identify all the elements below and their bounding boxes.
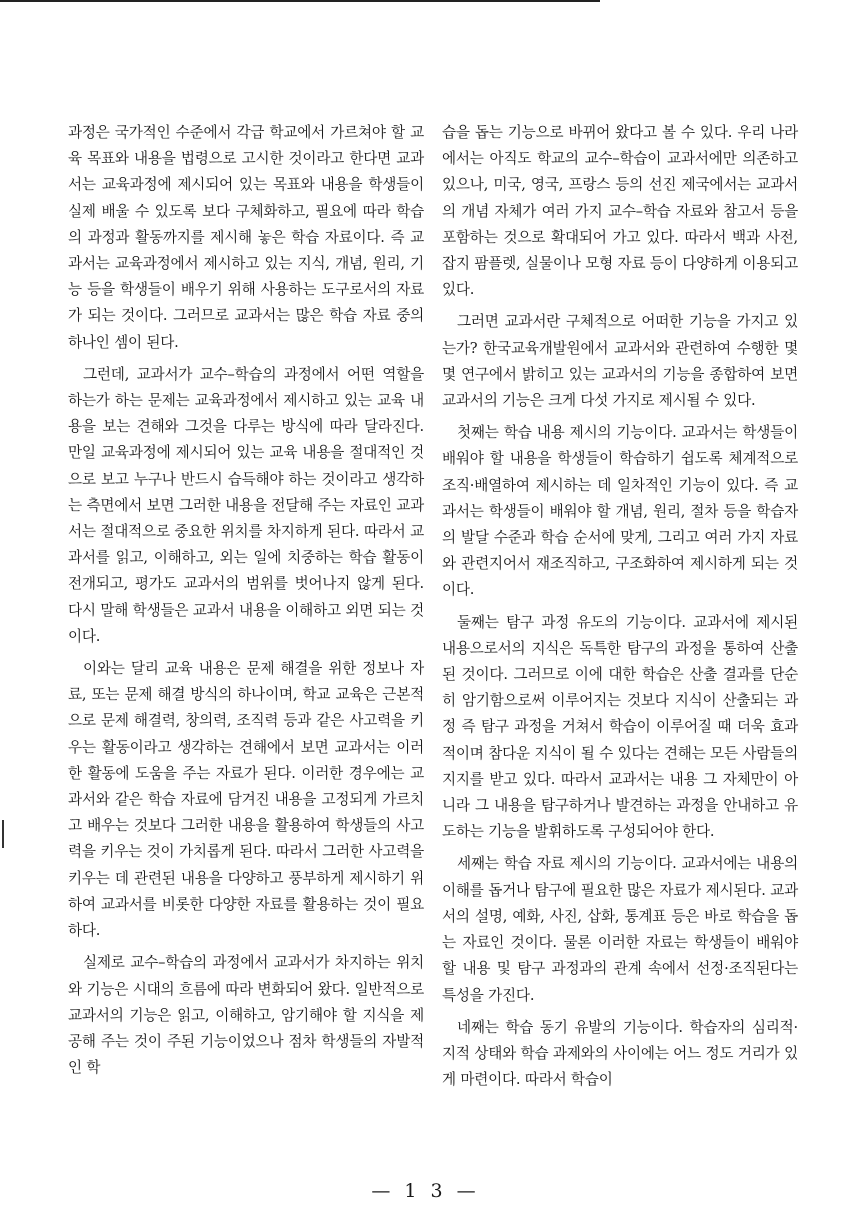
page-number: — 1 3 — [371,1180,480,1202]
right-paragraph-3: 첫째는 학습 내용 제시의 기능이다. 교과서는 학생들이 배워야 할 내용을 학생들이 학습하기 쉽도록 체계적으로 조직·배열하여 제시하는 데 일차적인 기능이 있다. 즉 교과서는 학생들이 배워야 할 개념, 원리, 절차 등을 학습자의 발달 수준과 학습 순서에 맞게, 그리고 여러 가지 자료와 관련지어서 재조직하고, 구조화하여 제시하게 되는 것이다. [442,424,798,599]
right-paragraph-2: 그러면 교과서란 구체적으로 어떠한 기능을 가지고 있는가? 한국교육개발원에서 교과서와 관련하여 수행한 몇몇 연구에서 밝히고 있는 교과서의 기능을 종합하여 보면 교과서의 기능은 크게 다섯 가지로 제시될 수 있다. [442,313,798,410]
margin-mark [2,820,4,848]
left-paragraph-2: 그런데, 교과서가 교수–학습의 과정에서 어떤 역할을 하는가 하는 문제는 교육과정에서 제시하고 있는 교육 내용을 보는 견해와 그것을 다루는 방식에 따라 달라진다. 만일 교육과정에 제시되어 있는 교육 내용을 절대적인 것으로 보고 누구나 반드시 습득해야 하는 것이라고 생각하는 측면에서 보면 그러한 내용을 전달해 주는 자료인 교과서는 절대적으로 중요한 위치를 차지하게 된다. 따라서 교과서를 읽고, 이해하고, 외는 일에 치중하는 학습 활동이 전개되고, 평가도 교과서의 범위를 벗어나지 않게 된다. 다시 말해 학생들은 교과서 내용을 이해하고 외면 되는 것이다. [68,365,424,645]
left-paragraph-4: 실제로 교수–학습의 과정에서 교과서가 차지하는 위치와 기능은 시대의 흐름에 따라 변화되어 왔다. 일반적으로 교과서의 기능은 읽고, 이해하고, 암기해야 할 지식을 제공해 주는 것이 주된 기능이었으나 점차 학생들의 자발적인 학 [68,954,424,1077]
right-paragraph-4: 둘째는 탐구 과정 유도의 기능이다. 교과서에 제시된 내용으로서의 지식은 독특한 탐구의 과정을 통하여 산출된 것이다. 그러므로 이에 대한 학습은 산출 결과를 단순히 암기함으로써 이루어지는 것보다 지식이 산출되는 과정 즉 탐구 과정을 거쳐서 학습이 이루어질 때 더욱 효과적이며 참다운 지식이 될 수 있다는 견해는 모든 사람들의 지지를 받고 있다. 따라서 교과서는 내용 그 자체만이 아니라 그 내용을 탐구하거나 발견하는 과정을 안내하고 유도하는 기능을 발휘하도록 구성되어야 한다. [442,613,798,841]
left-paragraph-1: 과정은 국가적인 수준에서 각급 학교에서 가르쳐야 할 교육 목표와 내용을 법령으로 고시한 것이라고 한다면 교과서는 교육과정에 제시되어 있는 목표와 내용을 학생들이 실제 배울 수 있도록 보다 구체화하고, 필요에 따라 학습의 과정과 활동까지를 제시해 놓은 학습 자료이다. 즉 교과서는 교육과정에서 제시하고 있는 지식, 개념, 원리, 기능 등을 학생들이 배우기 위해 사용하는 도구로서의 자료가 되는 것이다. 그러므로 교과서는 많은 학습 자료 중의 하나인 셈이 된다. [68,124,424,351]
left-paragraph-3: 이와는 달리 교육 내용은 문제 해결을 위한 정보나 자료, 또는 문제 해결 방식의 하나이며, 학교 교육은 근본적으로 문제 해결력, 창의력, 조직력 등과 같은 사고력을 키우는 활동이라고 생각하는 견해에서 보면 교과서는 이러한 활동에 도움을 주는 자료가 된다. 이러한 경우에는 교과서와 같은 학습 자료에 담겨진 내용을 고정되게 가르치고 배우는 것보다 그러한 내용을 활용하여 학생들의 사고력을 키우는 것이 가치롭게 된다. 따라서 그러한 사고력을 키우는 데 관련된 내용을 다양하고 풍부하게 제시하기 위하여 교과서를 비롯한 다양한 자료를 활용하는 것이 필요하다. [68,660,424,940]
right-column [442,120,798,1099]
left-column [68,120,424,1087]
top-rule [0,0,600,2]
right-paragraph-1: 습을 돕는 기능으로 바뀌어 왔다고 볼 수 있다. 우리 나라에서는 아직도 학교의 교수–학습이 교과서에만 의존하고 있으나, 미국, 영국, 프랑스 등의 선진 제국에서는 교과서의 개념 자체가 여러 가지 교수–학습 자료와 참고서 등을 포함하는 것으로 확대되어 가고 있다. 따라서 백과 사전, 잡지 팜플렛, 실물이나 모형 자료 등이 다양하게 이용되고 있다. [442,124,798,299]
right-paragraph-6: 네째는 학습 동기 유발의 기능이다. 학습자의 심리적·지적 상태와 학습 과제와의 사이에는 어느 정도 거리가 있게 마련이다. 따라서 학습이 [442,1018,798,1089]
right-paragraph-5: 세째는 학습 자료 제시의 기능이다. 교과서에는 내용의 이해를 돕거나 탐구에 필요한 많은 자료가 제시된다. 교과서의 설명, 예화, 사진, 삽화, 통계표 등은 바로 학습을 돕는 자료인 것이다. 물론 이러한 자료는 학생들이 배워야 할 내용 및 탐구 과정과의 관계 속에서 선정·조직된다는 특성을 가진다. [442,855,798,1004]
